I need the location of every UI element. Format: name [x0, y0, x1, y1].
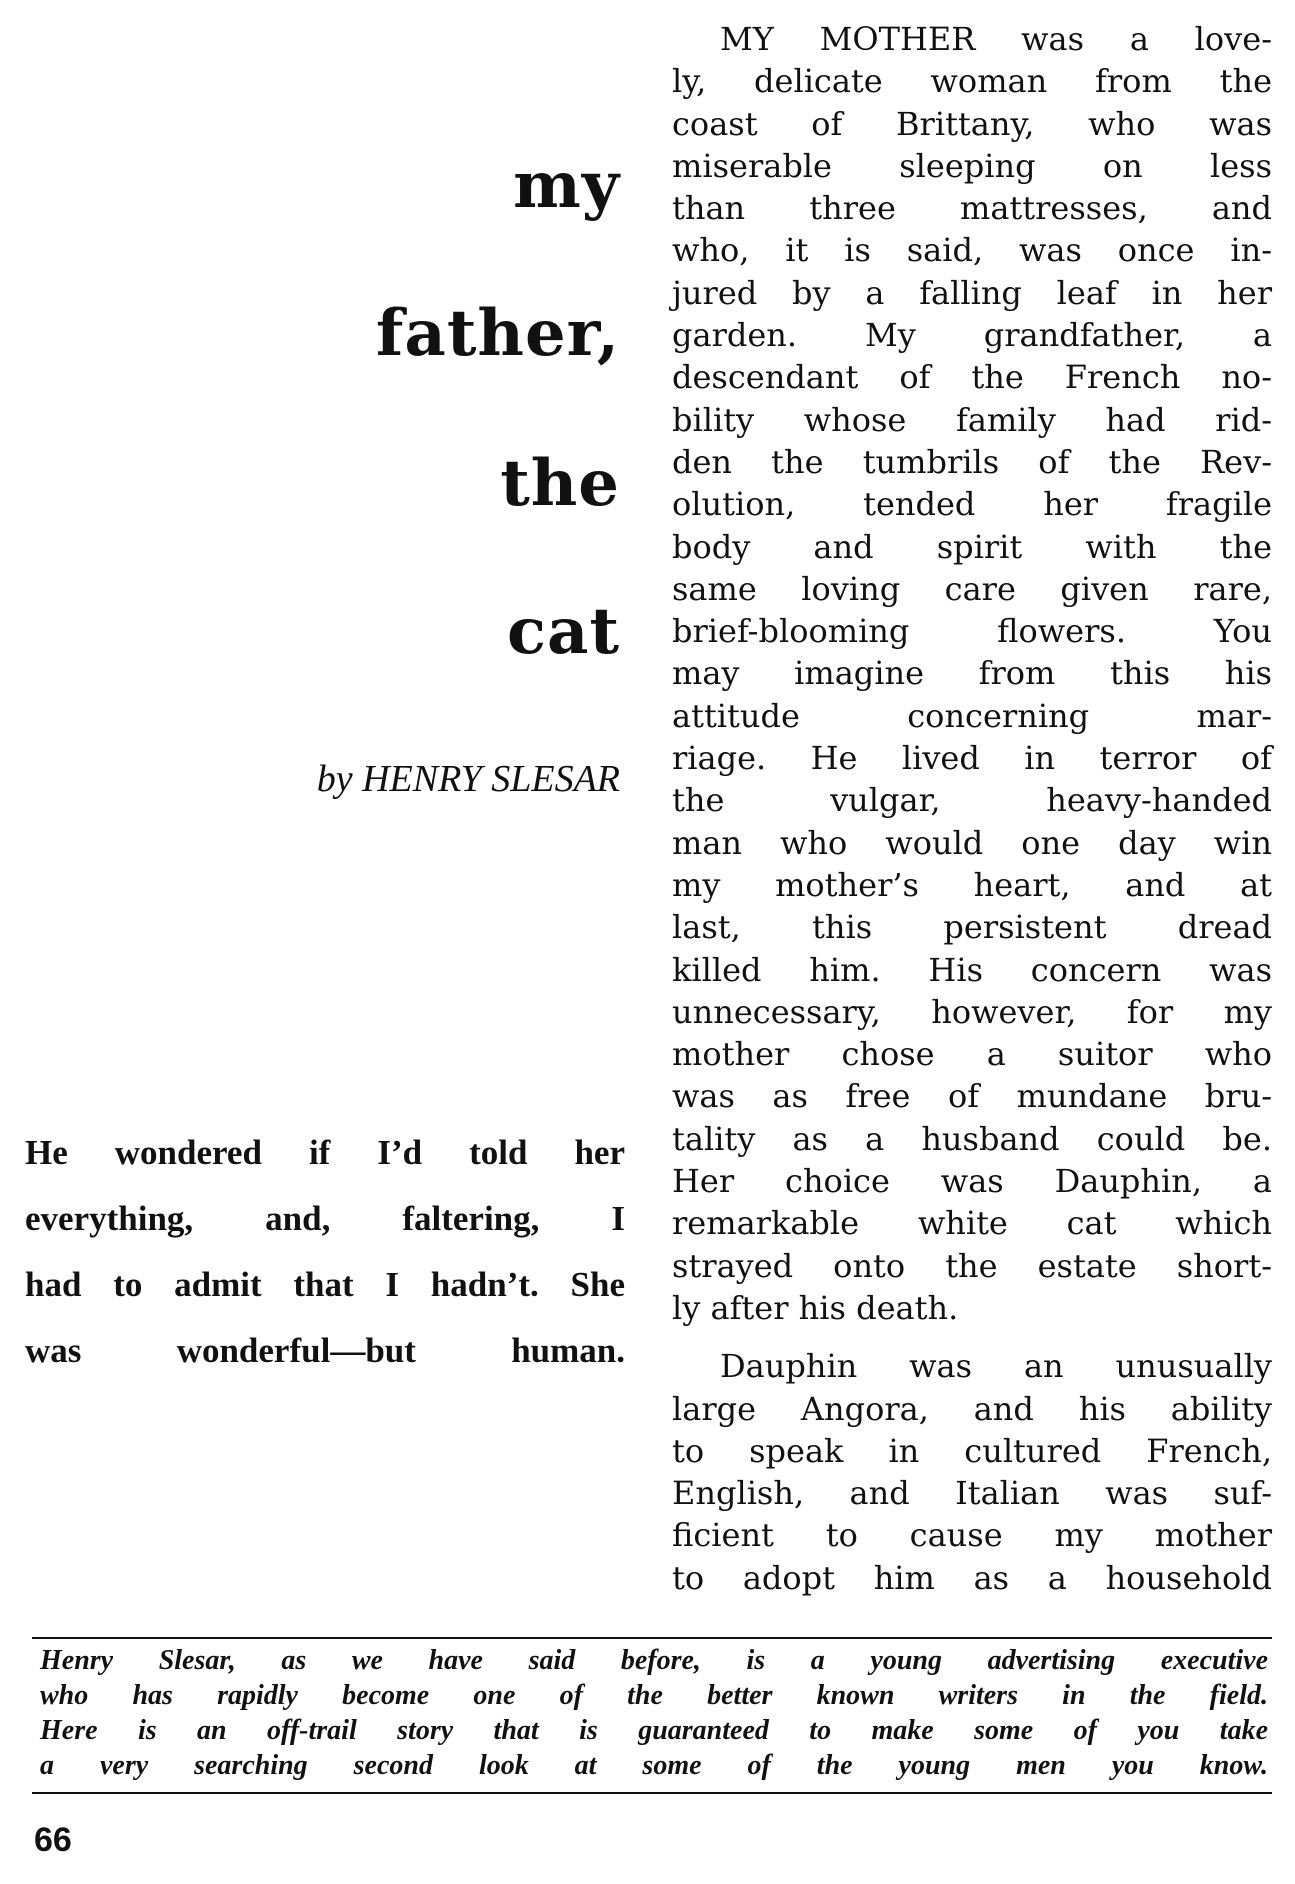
body-line: bility whose family had rid- [672, 400, 1272, 439]
body-line: MY MOTHER was a love- [720, 20, 1272, 58]
body-line: den the tumbrils of the Rev- [672, 442, 1272, 481]
blurb-line: had to admit that I hadn’t. She [25, 1265, 625, 1304]
body-line: same loving care given rare, [672, 569, 1272, 608]
body-line: to speak in cultured French, [672, 1431, 1272, 1470]
body-line: who, it is said, was once in- [672, 231, 1272, 270]
body-line: ly, delicate woman from the [672, 62, 1272, 101]
note-line: Here is an off-trail story that is guaranteed to make some of you take [40, 1715, 1268, 1746]
body-line: body and spirit with the [672, 527, 1272, 566]
body-line: the vulgar, heavy-handed [672, 781, 1272, 820]
note-line: a very searching second look at some of the young men you know. [40, 1750, 1268, 1781]
body-line: English, and Italian was suf- [672, 1474, 1272, 1513]
body-line: may imagine from this his [672, 654, 1272, 693]
blurb-line: He wondered if I’d told her [25, 1133, 625, 1172]
body-line: jured by a falling leaf in her [672, 273, 1272, 312]
note-bottom-rule [32, 1792, 1272, 1794]
body-line: garden. My grandfather, a [672, 316, 1272, 355]
body-line: riage. He lived in terror of [672, 739, 1272, 778]
body-line: Dauphin was an unusually [720, 1347, 1272, 1386]
body-line: to adopt him as a household [672, 1558, 1272, 1597]
body-line: large Angora, and his ability [672, 1389, 1272, 1428]
title-word-the: the [500, 446, 620, 521]
title-word-my: my [513, 148, 620, 223]
blurb-line: everything, and, faltering, I [25, 1199, 625, 1238]
paragraph-2 [672, 1345, 1272, 1599]
body-line: was as free of mundane bru- [672, 1077, 1272, 1116]
body-line: last, this persistent dread [672, 908, 1272, 947]
paragraph-1 [672, 18, 1272, 1329]
body-line: tality as a husband could be. [672, 1119, 1272, 1158]
title-word-father: father, [375, 296, 620, 371]
byline: by HENRY SLESAR [316, 758, 620, 800]
body-line: Her choice was Dauphin, a [672, 1162, 1272, 1201]
page-number: 66 [34, 1821, 72, 1859]
body-line: man who would one day win [672, 823, 1272, 862]
body-line: than three mattresses, and [672, 189, 1272, 228]
body-line: killed him. His concern was [672, 950, 1272, 989]
body-line: ly after his death. [672, 1288, 959, 1327]
note-line: Henry Slesar, as we have said before, is a young advertising executive [40, 1645, 1268, 1676]
body-line: attitude concerning mar- [672, 696, 1272, 735]
story-body [672, 18, 1272, 1599]
story-blurb [25, 1120, 625, 1384]
editor-note [40, 1643, 1268, 1783]
body-line: descendant of the French no- [672, 358, 1272, 397]
blurb-line: was wonderful—but human. [25, 1331, 625, 1370]
note-top-rule [32, 1637, 1272, 1639]
body-line: brief-blooming flowers. You [672, 612, 1272, 651]
body-line: my mother’s heart, and at [672, 865, 1272, 904]
body-line: miserable sleeping on less [672, 146, 1272, 185]
body-line: coast of Brittany, who was [672, 104, 1272, 143]
body-line: unnecessary, however, for my [672, 992, 1272, 1031]
note-line: who has rapidly become one of the better known writers in the field. [40, 1680, 1268, 1711]
body-line: strayed onto the estate short- [672, 1246, 1272, 1285]
body-line: remarkable white cat which [672, 1204, 1272, 1243]
title-word-cat: cat [507, 594, 620, 669]
body-line: ficient to cause my mother [672, 1516, 1272, 1555]
body-line: mother chose a suitor who [672, 1035, 1272, 1074]
body-line: olution, tended her fragile [672, 485, 1272, 524]
